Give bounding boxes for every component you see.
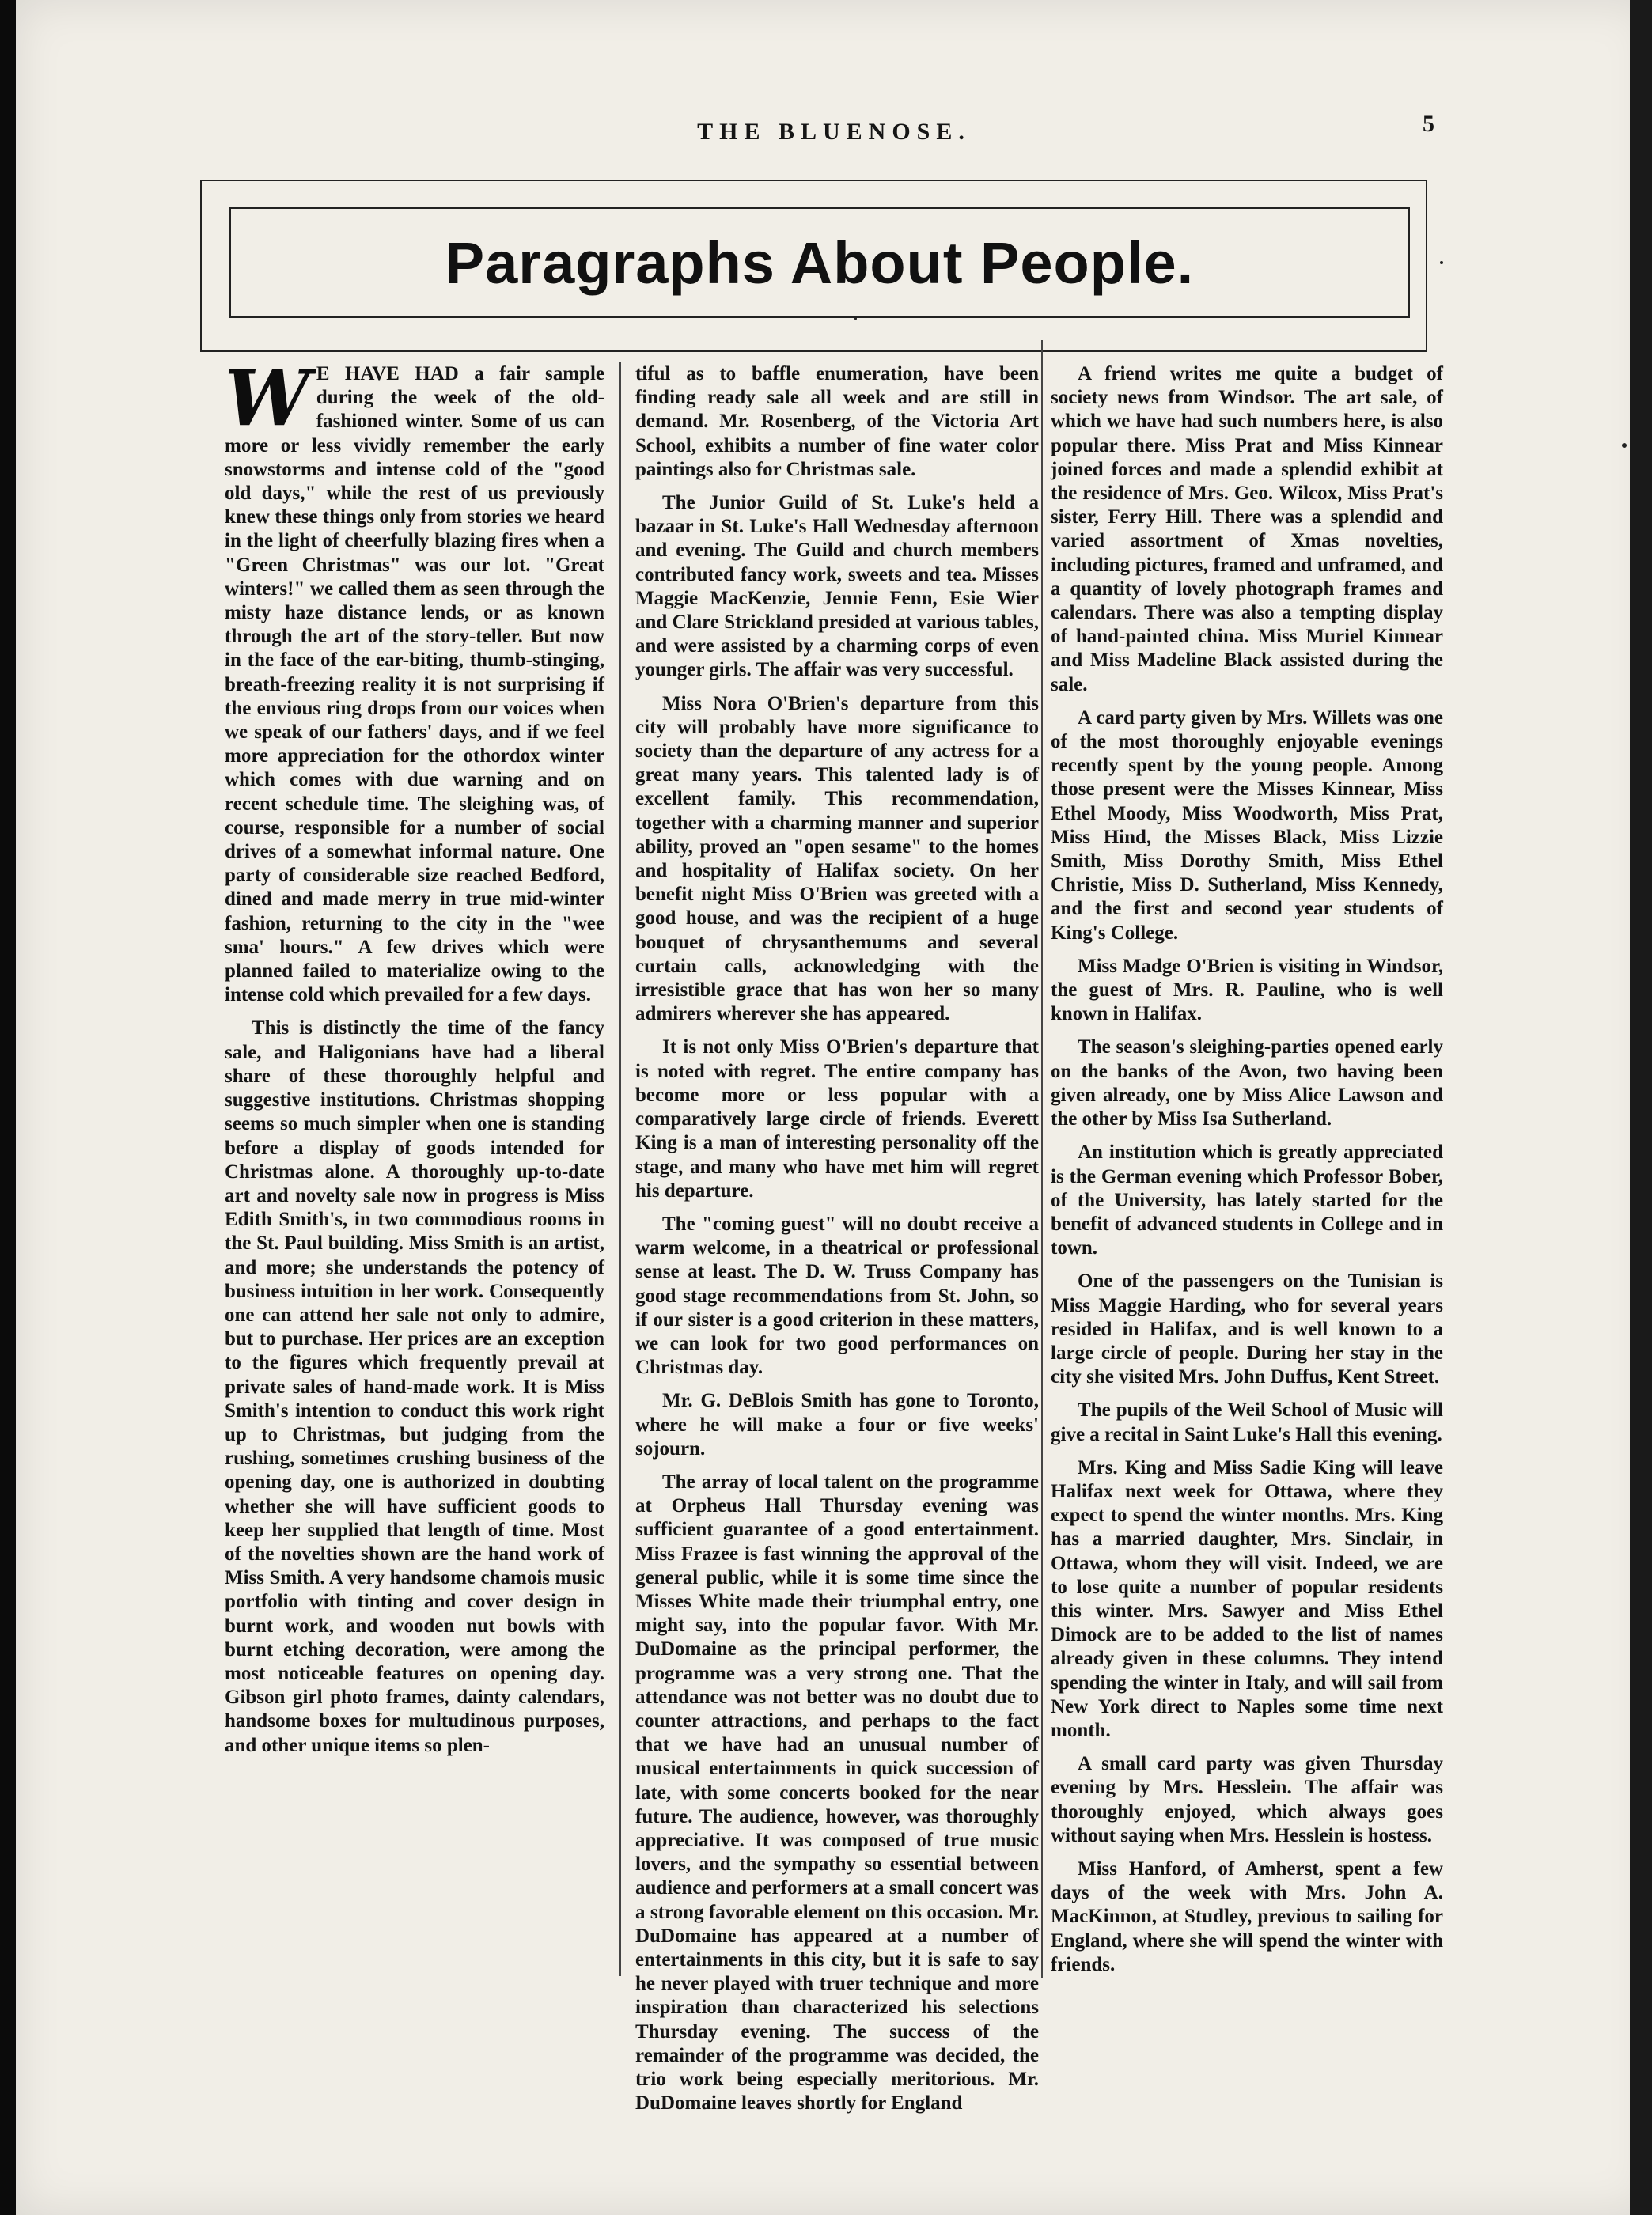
article-paragraph: The "coming guest" will no doubt receive a warm welcome, in a theatrical or professional sense at least. The D. W. Truss Company has good stage recommendations from St. John, so if our sister is a good criterion in these matters, we can look for two good performances on Christmas day. [635,1213,1039,1379]
column-rule-2 [1041,340,1043,1978]
article-paragraph: W E HAVE HAD a fair sample during the week of the old-fashioned winter. Some of us can more or less vividly remember the early snowstorms and intense cold of the "good old days," while the rest of us previously knew these things only from stories we heard in the light of cheerfully blazing fires when a "Green Christmas" was our lot. "Great winters!" we called them as seen through the misty haze distance lends, or as known through the art of the story-teller. But now in the face of the ear-biting, thumb-stinging, breath-freezing reality it is not surprising if the envious ring drops from our voices when we speak of our fathers' days, and if we feel more appreciation for the othordox winter which comes with due warning and on recent schedule time. The sleighing was, of course, responsible for a number of social drives of a somewhat informal nature. One party of considerable size reached Bedford, dined and made merry in true mid-winter fashion, returning to the city in the "wee sma' hours." A few drives which were planned failed to materialize owing to the intense cold which prevailed for a few days. [225,354,604,1006]
article-paragraph: The season's sleighing-parties opened early on the banks of the Avon, two having been given already, one by Miss Alice Lawson and the other by Miss Isa Sutherland. [1051,1036,1443,1130]
article-paragraph: The Junior Guild of St. Luke's held a bazaar in St. Luke's Hall Wednesday afternoon and evening. The Guild and church members contributed fancy work, sweets and tea. Misses Maggie MacKenzie, Jennie Fenn, Esie Wier and Clare Strickland presided at various tables, and were assisted by a charming corps of even younger girls. The affair was very successful. [635,492,1039,681]
column-1 [225,354,604,1767]
newspaper-page [16,0,1652,2215]
article-paragraph: A card party given by Mrs. Willets was one of the most thoroughly enjoyable evenings recently spent by the young people. Among those present were the Misses Kinnear, Miss Ethel Moody, Miss Woodworth, Miss Prat, Miss Hind, the Misses Black, Miss Lizzie Smith, Miss Dorothy Smith, Miss Ethel Christie, Miss D. Sutherland, Miss Kennedy, and the first and second year students of King's College. [1051,706,1443,944]
column-rule-1 [620,362,621,1976]
running-head: THE BLUENOSE. [697,119,971,145]
print-speck [1440,261,1443,264]
scan-edge [1630,0,1652,2215]
drop-cap: W [225,354,310,443]
article-paragraph: tiful as to baffle enumeration, have been finding ready sale all week and are still in demand. Mr. Rosenberg, of the Victoria Art School, exhibits a number of fine water color paintings also for Christmas sale. [635,363,1039,480]
article-paragraph: The pupils of the Weil School of Music will give a recital in Saint Luke's Hall this evening. [1051,1399,1443,1445]
article-paragraph: Mrs. King and Miss Sadie King will leave Halifax next week for Ottawa, where they expect to spend the winter months. Mrs. King has a married daughter, Mrs. Sinclair, in Ottawa, whom they will visit. Indeed, we are to lose quite a number of popular residents this winter. Mrs. Sawyer and Miss Ethel Dimock are to be added to the list of names already given in these columns. They intend spending the winter in Italy, and will sail from New York direct to Naples some time next month. [1051,1456,1443,1741]
article-paragraph: An institution which is greatly appreciated is the German evening which Professor Bober, of the University, has lately started for the benefit of advanced students in College and in town. [1051,1142,1443,1259]
column-2 [635,362,1039,2125]
article-paragraph: It is not only Miss O'Brien's departure that is noted with regret. The entire company has become more or less popular with a comparatively large circle of friends. Everett King is a man of interesting personality off the stage, and many who have met him will regret his departure. [635,1036,1039,1202]
article-paragraph: Miss Nora O'Brien's departure from this city will probably have more significance to society than the departure of any actress for a great many years. This talented lady is of excellent family. This recommendation, together with a charming manner and superior ability, proved an "open sesame" to the homes and hospitality of Halifax society. On her benefit night Miss O'Brien was greeted with a good house, and was the recipient of a huge bouquet of chrysanthemums and several curtain calls, acknowledging with the irresistible grace that has won her so many admirers wherever she has appeared. [635,692,1039,1025]
article-paragraph: Miss Hanford, of Amherst, spent a few days of the week with Mrs. John A. MacKinnon, at Studley, previous to sailing for England, where she will spend the winter with friends. [1051,1857,1443,1975]
print-speck [1622,443,1627,448]
print-speck [854,316,857,320]
article-paragraph: A friend writes me quite a budget of society news from Windsor. The art sale, of which we have had such numbers here, is also popular there. Miss Prat and Miss Kinnear joined forces and made a splendid exhibit at the residence of Mrs. Geo. Wilcox, Miss Prat's sister, Ferry Hill. There was a splendid and varied assortment of Xmas novelties, including pictures, framed and unframed, and a quantity of lovely photograph frames and calendars. There was also a tempting display of hand-painted china. Miss Muriel Kinnear and Miss Madeline Black assisted during the sale. [1051,363,1443,695]
article-paragraph: One of the passengers on the Tunisian is Miss Maggie Harding, who for several years resided in Halifax, and is well known to a large circle of people. During her stay in the city she visited Mrs. John Duffus, Kent Street. [1051,1270,1443,1388]
article-paragraph: The array of local talent on the programme at Orpheus Hall Thursday evening was sufficient guarantee of a good entertainment. Miss Frazee is fast winning the approval of the general public, while it is some time since the Misses White made their triumphal entry, one might say, into the popular favor. With Mr. DuDomaine as the principal performer, the programme was a very strong one. That the attendance was not better was no doubt due to counter attractions, and perhaps to the fact that we have had an unusual number of musical entertainments in quick succession of late, with some concerts booked for the near future. The audience, however, was thoroughly appreciative. It was composed of true music lovers, and the sympathy so essential between audience and performers at a small concert was a strong favorable element on this occasion. Mr. DuDomaine has appeared at a number of entertainments in this city, but it is safe to say he never played with truer technique and more inspiration than characterized his selections Thursday evening. The success of the remainder of the programme was decided, the trio work being especially meritorious. Mr. DuDomaine leaves shortly for England [635,1471,1039,2115]
page-title: Paragraphs About People. [445,229,1195,296]
article-paragraph: Miss Madge O'Brien is visiting in Windsor, the guest of Mrs. R. Pauline, who is well known in Halifax. [1051,955,1443,1025]
column-3 [1051,362,1443,1986]
article-paragraph: A small card party was given Thursday evening by Mrs. Hesslein. The affair was thoroughly enjoyed, which always goes without saying when Mrs. Hesslein is hostess. [1051,1753,1443,1846]
page-number: 5 [1423,111,1434,137]
title-frame-inner [229,207,1410,318]
article-paragraph: This is distinctly the time of the fancy sale, and Haligonians have had a liberal share of these thoroughly helpful and suggestive institutions. Christmas shopping seems so much simpler when one is standing before a display of goods intended for Christmas alone. A thoroughly up-to-date art and novelty sale now in progress is Miss Edith Smith's, in two commodious rooms in the St. Paul building. Miss Smith is an artist, and more; she understands the potency of business intuition in her work. Consequently one can attend her sale not only to admire, but to purchase. Her prices are an exception to the figures which frequently prevail at private sales of hand-made work. It is Miss Smith's intention to conduct this work right up to Christmas, but judging from the rushing, sometimes crushing business of the opening day, one is authorized in doubting whether she will have sufficient goods to keep her supplied that length of time. Most of the novelties shown are the hand work of Miss Smith. A very handsome chamois music portfolio with tinting and cover design in burnt work, and wooden nut bowls with burnt etching decoration, were among the most noticeable features on opening day. Gibson girl photo frames, dainty calendars, handsome boxes for multudinous purposes, and other unique items so plen- [225,1017,604,1756]
article-paragraph: Mr. G. DeBlois Smith has gone to Toronto, where he will make a four or five weeks' sojourn. [635,1390,1039,1460]
